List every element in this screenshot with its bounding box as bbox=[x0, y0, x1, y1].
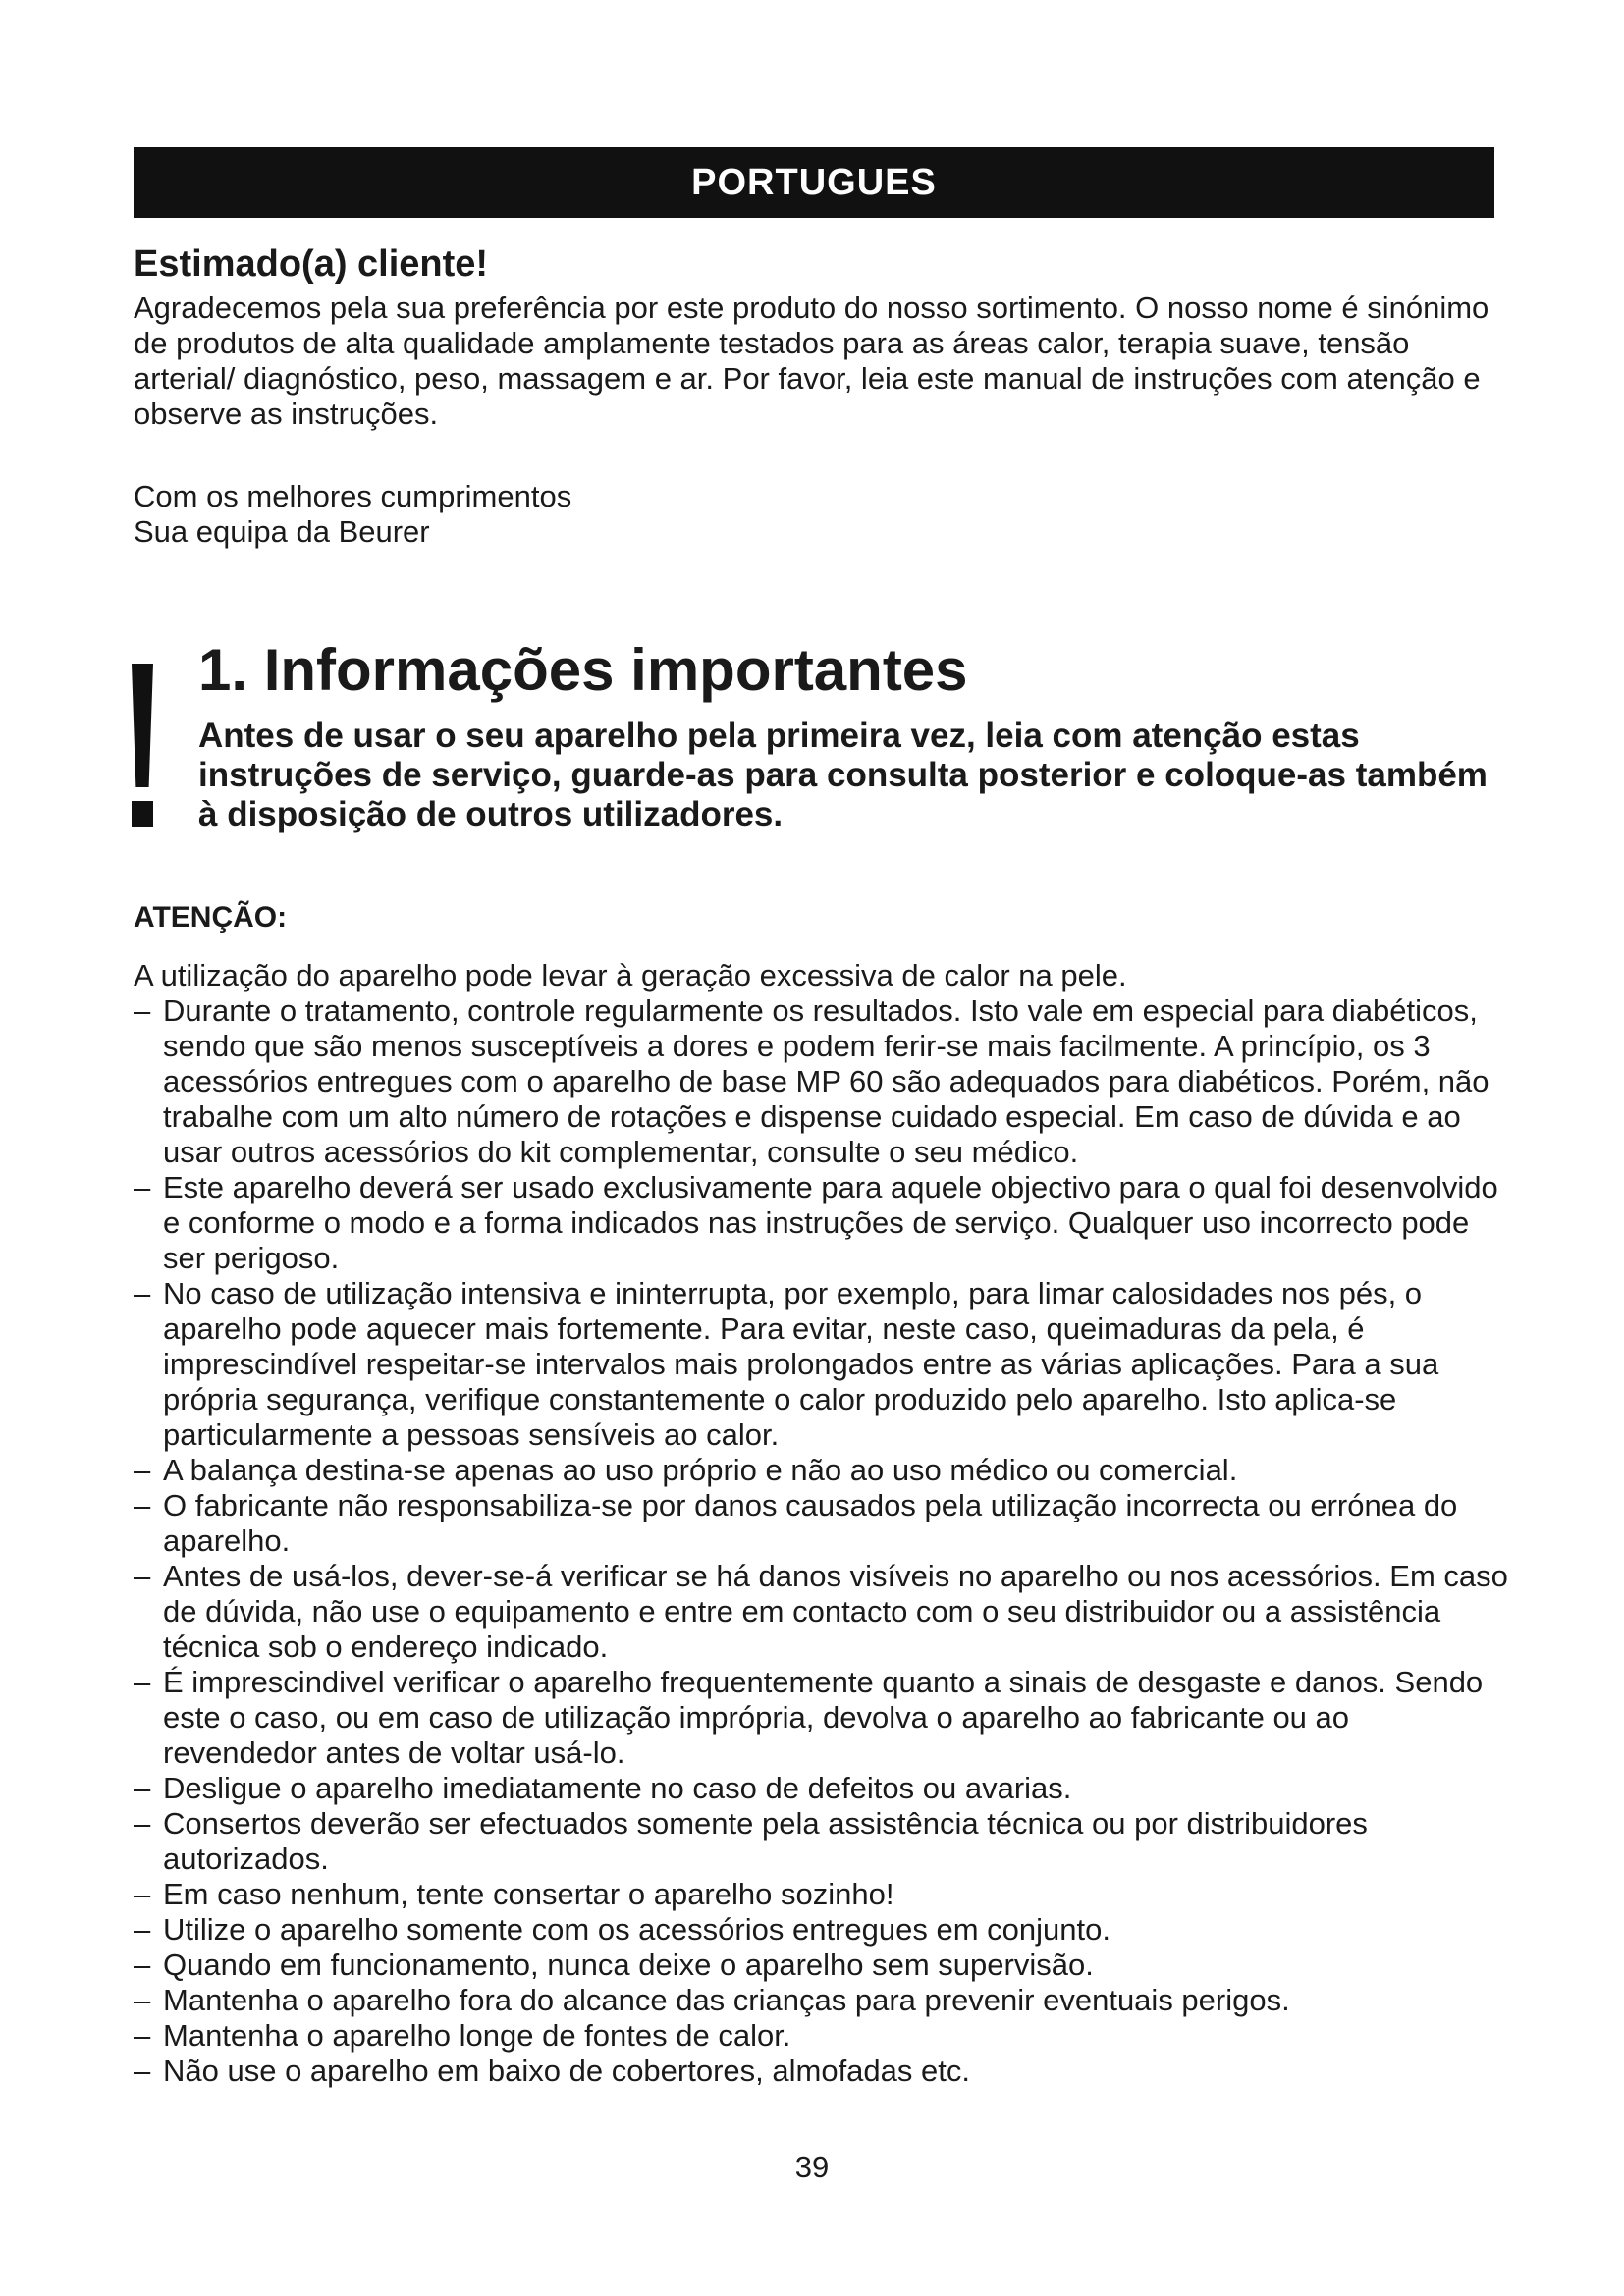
list-item-text: Desligue o aparelho imediatamente no caso de defeitos ou avarias. bbox=[163, 1771, 1072, 1805]
language-banner bbox=[134, 147, 1494, 218]
closing-block bbox=[134, 479, 571, 550]
list-item bbox=[134, 1453, 1508, 1488]
dash-bullet: – bbox=[134, 1488, 151, 1522]
list-item bbox=[134, 1806, 1508, 1877]
list-item-text: Antes de usá-los, dever-se-á verificar se há danos visíveis no aparelho ou nos acessórios. Em caso de dúvida, não use o equipamento e entre em contacto com o seu distribuidor ou a assistência técnica sob o endereço indicado. bbox=[163, 1559, 1508, 1664]
list-item-text: É imprescindivel verificar o aparelho frequentemente quanto a sinais de desgaste e danos. Sendo este o caso, ou em caso de utilização imprópria, devolva o aparelho ao fabricante ou ao revendedor antes de voltar usá-lo. bbox=[163, 1665, 1484, 1770]
greeting-title: Estimado(a) cliente! bbox=[134, 243, 489, 285]
intro-paragraph: Agradecemos pela sua preferência por este produto do nosso sortimento. O nosso nome é sinónimo de produtos de alta qualidade amplamente testados para as áreas calor, terapia suave, tensão arterial/ diagnóstico, peso, massagem e ar. Por favor, leia este manual de instruções com atenção e observe as instruções. bbox=[134, 291, 1489, 431]
list-item bbox=[134, 1170, 1508, 1276]
dash-bullet: – bbox=[134, 2018, 151, 2053]
section-lead: Antes de usar o seu aparelho pela primeira vez, leia com atenção estas instruções de serviço, guarde-as para consulta posterior e coloque-as também à disposição de outros utilizadores. bbox=[198, 717, 1488, 833]
list-item bbox=[134, 1948, 1508, 1983]
list-item bbox=[134, 993, 1508, 1170]
list-item bbox=[134, 1665, 1508, 1771]
dash-bullet: – bbox=[134, 1983, 151, 2017]
list-item-text: Quando em funcionamento, nunca deixe o aparelho sem supervisão. bbox=[163, 1948, 1094, 1982]
dash-bullet: – bbox=[134, 2054, 151, 2088]
dash-bullet: – bbox=[134, 1665, 151, 1699]
list-item bbox=[134, 1276, 1508, 1453]
list-item-text: Consertos deverão ser efectuados somente pela assistência técnica ou por distribuidores autorizados. bbox=[163, 1806, 1368, 1876]
dash-bullet: – bbox=[134, 1453, 151, 1487]
list-item bbox=[134, 1983, 1508, 2018]
dash-bullet: – bbox=[134, 1948, 151, 1982]
dash-bullet: – bbox=[134, 1276, 151, 1310]
list-item-text: Mantenha o aparelho longe de fontes de calor. bbox=[163, 2018, 791, 2053]
dash-bullet: – bbox=[134, 1170, 151, 1204]
exclamation-dot bbox=[132, 801, 153, 827]
list-item bbox=[134, 2018, 1508, 2054]
list-item bbox=[134, 1771, 1508, 1806]
list-item-text: Durante o tratamento, controle regularmente os resultados. Isto vale em especial para diabéticos, sendo que são menos susceptíveis a dores e podem ferir-se mais facilmente. A princípio, os 3 acessórios entregues com o aparelho de base MP 60 são adequados para diabéticos. Porém, não trabalhe com um alto número de rotações e dispense cuidado especial. Em caso de dúvida e ao usar outros acessórios do kit complementar, consulte o seu médico. bbox=[163, 993, 1489, 1169]
list-item-text: A balança destina-se apenas ao uso próprio e não ao uso médico ou comercial. bbox=[163, 1453, 1238, 1487]
closing-text: Com os melhores cumprimentos bbox=[134, 479, 572, 513]
dash-bullet: – bbox=[134, 1877, 151, 1911]
list-item bbox=[134, 2054, 1508, 2089]
attention-heading: ATENÇÃO: bbox=[134, 901, 288, 934]
dash-bullet: – bbox=[134, 1559, 151, 1593]
list-item-text: Mantenha o aparelho fora do alcance das crianças para prevenir eventuais perigos. bbox=[163, 1983, 1290, 2017]
section-title: 1. Informações importantes bbox=[198, 637, 968, 703]
list-item-text: Este aparelho deverá ser usado exclusivamente para aquele objectivo para o qual foi desenvolvido e conforme o modo e a forma indicados nas instruções de serviço. Qualquer uso incorrecto pode ser perigoso. bbox=[163, 1170, 1498, 1275]
list-item bbox=[134, 1488, 1508, 1559]
warning-exclamation-icon bbox=[132, 664, 153, 850]
page-number: 39 bbox=[794, 2150, 830, 2184]
dash-bullet: – bbox=[134, 1806, 151, 1841]
warning-list bbox=[134, 993, 1508, 2089]
list-item-text: No caso de utilização intensiva e ininterrupta, por exemplo, para limar calosidades nos pés, o aparelho pode aquecer mais fortemente. Para evitar, neste caso, queimaduras da pela, é imprescindível respeitar-se intervalos mais prolongados entre as várias aplicações. Para a sua própria segurança, verifique constantemente o calor produzido pelo aparelho. Isto aplica-se particularmente a pessoas sensíveis ao calor. bbox=[163, 1276, 1439, 1452]
dash-bullet: – bbox=[134, 1912, 151, 1947]
exclamation-bar bbox=[132, 664, 153, 787]
list-item-text: O fabricante não responsabiliza-se por danos causados pela utilização incorrecta ou errónea do aparelho. bbox=[163, 1488, 1458, 1558]
language-label: PORTUGUES bbox=[691, 161, 937, 203]
list-item-text: Utilize o aparelho somente com os acessórios entregues em conjunto. bbox=[163, 1912, 1110, 1947]
list-item bbox=[134, 1559, 1508, 1665]
list-item-text: Em caso nenhum, tente consertar o aparelho sozinho! bbox=[163, 1877, 894, 1911]
dash-bullet: – bbox=[134, 993, 151, 1028]
list-item-text: Não use o aparelho em baixo de cobertores, almofadas etc. bbox=[163, 2054, 970, 2088]
signature-text: Sua equipa da Beurer bbox=[134, 514, 430, 549]
dash-bullet: – bbox=[134, 1771, 151, 1805]
list-item bbox=[134, 1912, 1508, 1948]
list-item bbox=[134, 1877, 1508, 1912]
attention-intro: A utilização do aparelho pode levar à geração excessiva de calor na pele. bbox=[134, 958, 1127, 992]
